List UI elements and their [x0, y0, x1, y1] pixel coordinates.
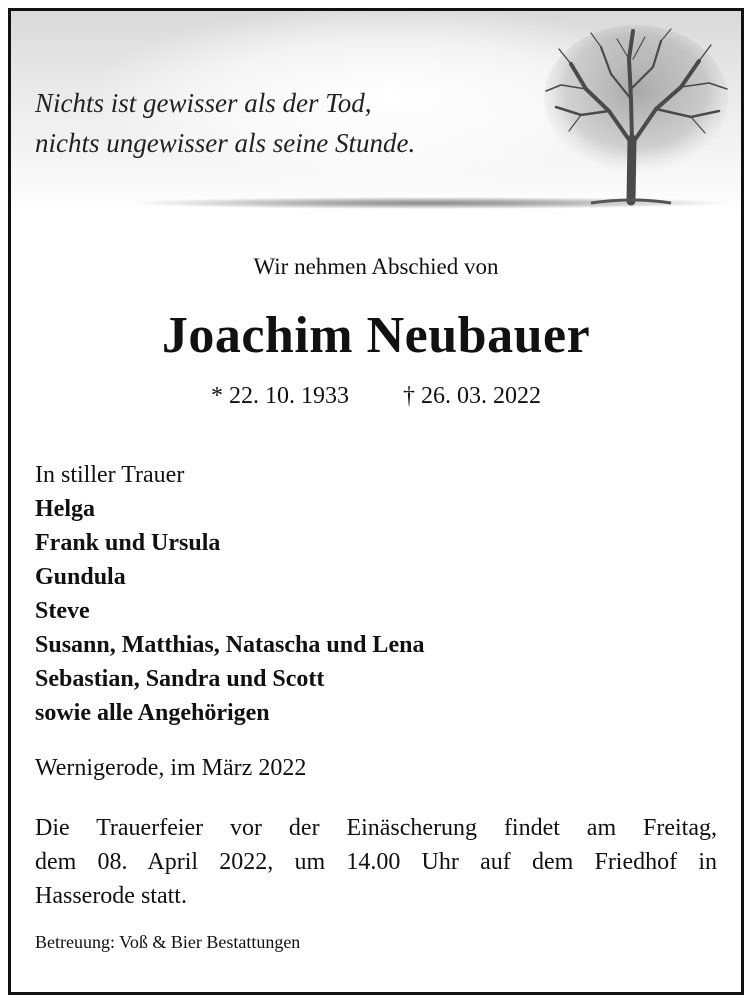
place-date: Wernigerode, im März 2022: [35, 755, 307, 781]
ceremony-line: Die Trauerfeier vor der Einäscherung findet am Freitag,: [35, 815, 717, 841]
mourners-list: [35, 458, 424, 730]
mourner-entry: Steve: [35, 598, 90, 624]
ceremony-line: dem 08. April 2022, um 14.00 Uhr auf dem Friedhof in: [35, 849, 717, 875]
funeral-home: Betreuung: Voß & Bier Bestattungen: [35, 932, 301, 952]
quote-line: nichts ungewisser als seine Stunde.: [35, 128, 416, 158]
bare-tree-icon: [531, 19, 741, 209]
ceremony-info: [35, 811, 717, 913]
quote: [35, 83, 415, 163]
mourner-entry: Helga: [35, 496, 95, 522]
death-date: † 26. 03. 2022: [403, 383, 541, 409]
header-banner: [11, 11, 741, 216]
life-dates: [11, 383, 741, 410]
mourner-entry: sowie alle Angehörigen: [35, 700, 270, 726]
farewell-intro: Wir nehmen Abschied von: [253, 254, 499, 279]
birth-date: * 22. 10. 1933: [211, 383, 349, 409]
mourning-lead: In stiller Trauer: [35, 462, 185, 488]
mourner-entry: Gundula: [35, 564, 126, 590]
mourner-entry: Frank und Ursula: [35, 530, 221, 556]
ceremony-line: Hasserode statt.: [35, 883, 187, 909]
mourner-entry: Sebastian, Sandra und Scott: [35, 666, 325, 692]
obituary-notice: [8, 8, 744, 995]
mourner-entry: Susann, Matthias, Natascha und Lena: [35, 632, 425, 658]
deceased-name: Joachim Neubauer: [161, 307, 591, 364]
quote-line: Nichts ist gewisser als der Tod,: [35, 88, 372, 118]
